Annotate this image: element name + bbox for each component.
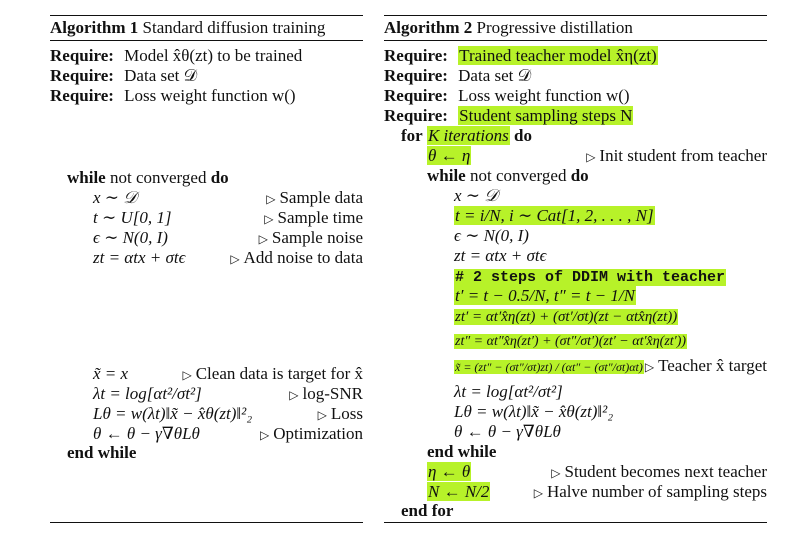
require-line: Require: Data set 𝒟	[50, 66, 198, 85]
step-line: x ∼ 𝒟 ▷ Sample data	[93, 188, 363, 207]
step-line	[454, 306, 767, 328]
algorithm-title-text: Progressive distillation	[476, 18, 633, 37]
step-line	[454, 206, 767, 226]
bottom-rule	[50, 522, 363, 523]
step-line: ϵ ∼ N(0, I) ▷ Sample noise	[93, 228, 363, 247]
require-line: Require: Data set 𝒟	[384, 66, 532, 85]
title-rule	[384, 40, 767, 41]
highlight: t = i/N, i ∼ Cat[1, 2, . . . , N]	[455, 206, 654, 225]
while-line: while not converged do	[67, 168, 229, 187]
eta-line: η ← θ ▷ Student becomes next teacher	[428, 462, 767, 481]
step-line: ϵ ∼ N(0, I)	[454, 226, 529, 245]
algorithm-2-title	[384, 18, 767, 38]
step-line: t ∼ U[0, 1] ▷ Sample time	[93, 208, 363, 227]
require-line: Require: Loss weight function w()	[50, 86, 296, 105]
highlight: # 2 steps of DDIM with teacher	[455, 269, 726, 286]
step-line	[454, 286, 767, 306]
target-line: x̃ = (zt″ − (σt″/σt)zt) / (αt″ − (σt″/σt)αt) ▷ Teacher x̂ target	[455, 356, 767, 375]
init-line: θ ← η ▷ Init student from teacher	[428, 146, 767, 165]
highlight: N ← N/2	[428, 482, 490, 501]
title-rule	[50, 40, 363, 41]
highlight: K iterations	[427, 126, 509, 145]
algorithm-1-title	[50, 18, 363, 38]
bottom-rule	[384, 522, 767, 523]
step-line: zt = αtx + σtϵ ▷ Add noise to data	[93, 248, 363, 267]
step-line: θ ← θ − γ∇θLθ ▷ Optimization	[93, 424, 363, 443]
step-line: λt = log[αt²/σt²] ▷ log-SNR	[93, 384, 363, 403]
require-line: Require: Student sampling steps N	[384, 106, 633, 125]
highlight: zt′ = αt′x̂η(zt) + (σt′/σt)(zt − αtx̂η(zt))	[455, 309, 678, 325]
step-line: zt = αtx + σtϵ	[454, 246, 547, 265]
step-line: Lθ = w(λt)‖x̃ − x̂θ(zt)‖²₂	[454, 402, 614, 421]
step-line: θ ← θ − γ∇θLθ	[454, 422, 561, 441]
for-line: for K iterations do	[401, 126, 532, 145]
n-halve-line: N ← N/2 ▷ Halve number of sampling steps	[428, 482, 767, 501]
highlight: Student sampling steps N	[459, 106, 633, 125]
top-rule	[384, 15, 767, 16]
algorithm-label: Algorithm 2	[384, 18, 473, 37]
algorithm-label: Algorithm 1	[50, 18, 139, 37]
top-rule	[50, 15, 363, 16]
step-line: x̃ = x ▷ Clean data is target for x̂	[93, 364, 363, 383]
require-line: Require: Trained teacher model x̂η(zt)	[384, 46, 657, 65]
highlight: t′ = t − 0.5/N, t″ = t − 1/N	[455, 286, 635, 305]
end-while-line: end while	[427, 442, 497, 461]
highlight: η ← θ	[428, 462, 471, 481]
require-line: Require: Loss weight function w()	[384, 86, 630, 105]
while-line: while not converged do	[427, 166, 589, 185]
end-while-line: end while	[67, 443, 137, 462]
highlight: θ ← η	[428, 146, 471, 165]
ddim-comment-line	[454, 266, 767, 286]
highlight: zt″ = αt″x̂η(zt′) + (σt″/σt′)(zt′ − αt′x̂η(zt′))	[455, 334, 687, 349]
highlight: Trained teacher model x̂η(zt)	[459, 46, 657, 65]
step-line: x ∼ 𝒟	[454, 186, 498, 205]
step-line: λt = log[αt²/σt²]	[454, 382, 563, 401]
algorithm-title-text: Standard diffusion training	[142, 18, 326, 37]
end-for-line: end for	[401, 501, 454, 520]
highlight: x̃ = (zt″ − (σt″/σt)zt) / (αt″ − (σt″/σt)αt)	[455, 360, 643, 374]
step-line: Lθ = w(λt)‖x̃ − x̂θ(zt)‖²₂ ▷ Loss	[93, 404, 363, 423]
require-line: Require: Model x̂θ(zt) to be trained	[50, 46, 303, 65]
step-line	[454, 330, 767, 352]
